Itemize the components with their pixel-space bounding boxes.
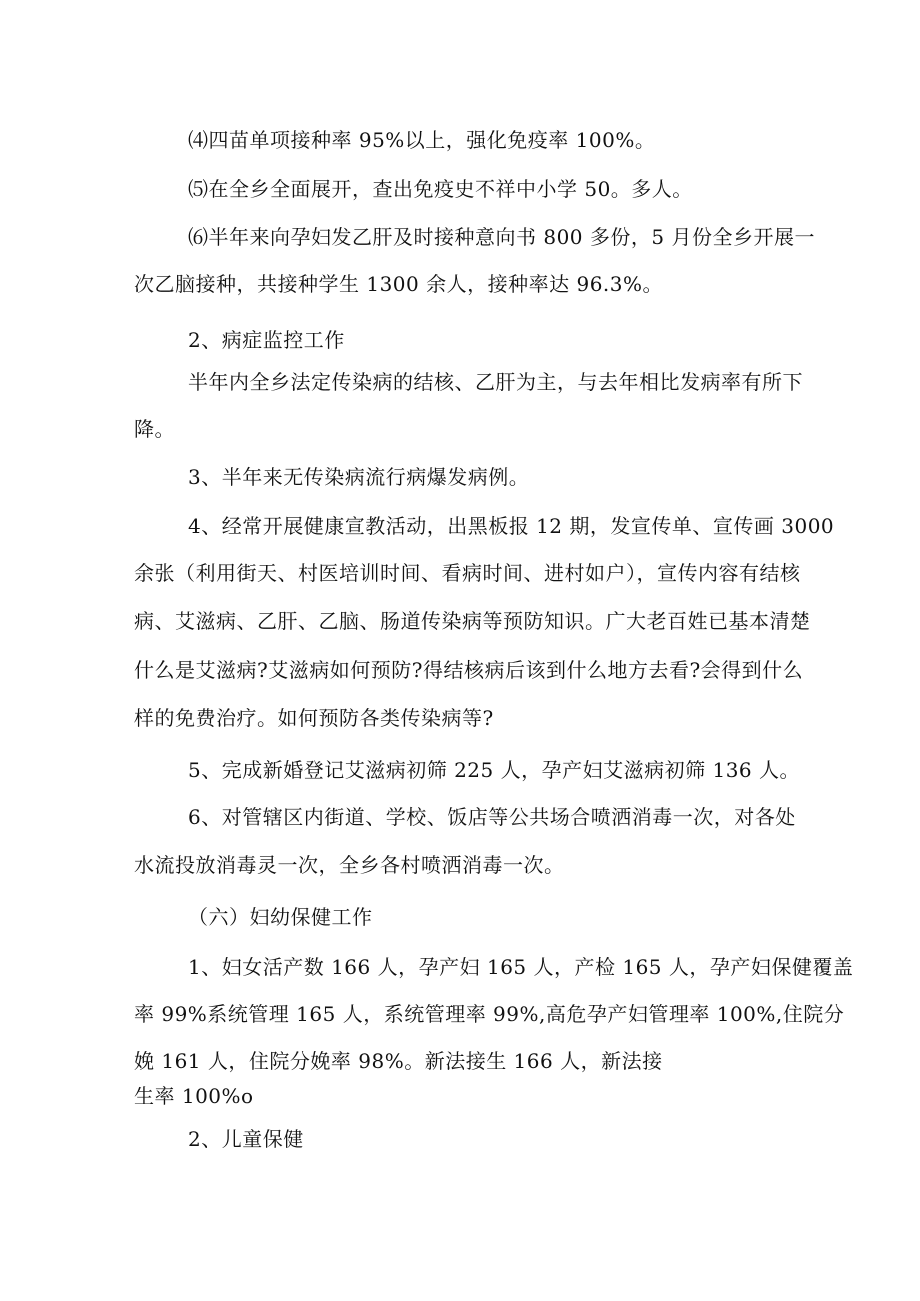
- text-line: 样的免费治疗。如何预防各类传染病等?: [134, 706, 494, 730]
- text-line: ⑷四苗单项接种率 95%以上，强化免疫率 100%。: [188, 128, 656, 152]
- section-heading: 2、病症监控工作: [188, 328, 345, 352]
- section-heading: （六）妇幼保健工作: [188, 905, 373, 929]
- text-line: 娩 161 人，住院分娩率 98%。新法接生 166 人，新法接: [134, 1049, 663, 1073]
- text-line: ⑹半年来向孕妇发乙肝及时接种意向书 800 多份，5 月份全乡开展一: [188, 225, 815, 249]
- text-line: 水流投放消毒灵一次，全乡各村喷洒消毒一次。: [134, 853, 565, 877]
- text-line: 5、完成新婚登记艾滋病初筛 225 人，孕产妇艾滋病初筛 136 人。: [188, 758, 801, 782]
- text-line: 4、经常开展健康宣教活动，出黑板报 12 期，发宣传单、宣传画 3000: [188, 514, 835, 538]
- text-line: 次乙脑接种，共接种学生 1300 余人，接种率达 96.3%。: [134, 272, 664, 296]
- text-line: 率 99%系统管理 165 人，系统管理率 99%,高危孕产妇管理率 100%,住院分: [134, 1002, 845, 1026]
- text-line: 什么是艾滋病?艾滋病如何预防?得结核病后该到什么地方去看?会得到什么: [134, 658, 804, 682]
- text-line: 3、半年来无传染病流行病爆发病例。: [188, 465, 530, 489]
- text-line: 余张（利用街天、村医培训时间、看病时间、进村如户），宣传内容有结核: [134, 561, 801, 585]
- text-line: 半年内全乡法定传染病的结核、乙肝为主，与去年相比发病率有所下: [188, 370, 803, 394]
- text-line: ⑸在全乡全面展开，查出免疫史不祥中小学 50。多人。: [188, 177, 693, 201]
- section-heading: 2、儿童保健: [188, 1127, 304, 1151]
- text-line: 6、对管辖区内街道、学校、饭店等公共场合喷洒消毒一次，对各处: [188, 805, 796, 829]
- text-line: 病、艾滋病、乙肝、乙脑、肠道传染病等预防知识。广大老百姓已基本清楚: [134, 609, 811, 633]
- text-line: 降。: [134, 417, 175, 441]
- text-line: 生率 100%o: [134, 1084, 254, 1108]
- text-line: 1、妇女活产数 166 人，孕产妇 165 人，产检 165 人，孕产妇保健覆盖: [188, 955, 854, 979]
